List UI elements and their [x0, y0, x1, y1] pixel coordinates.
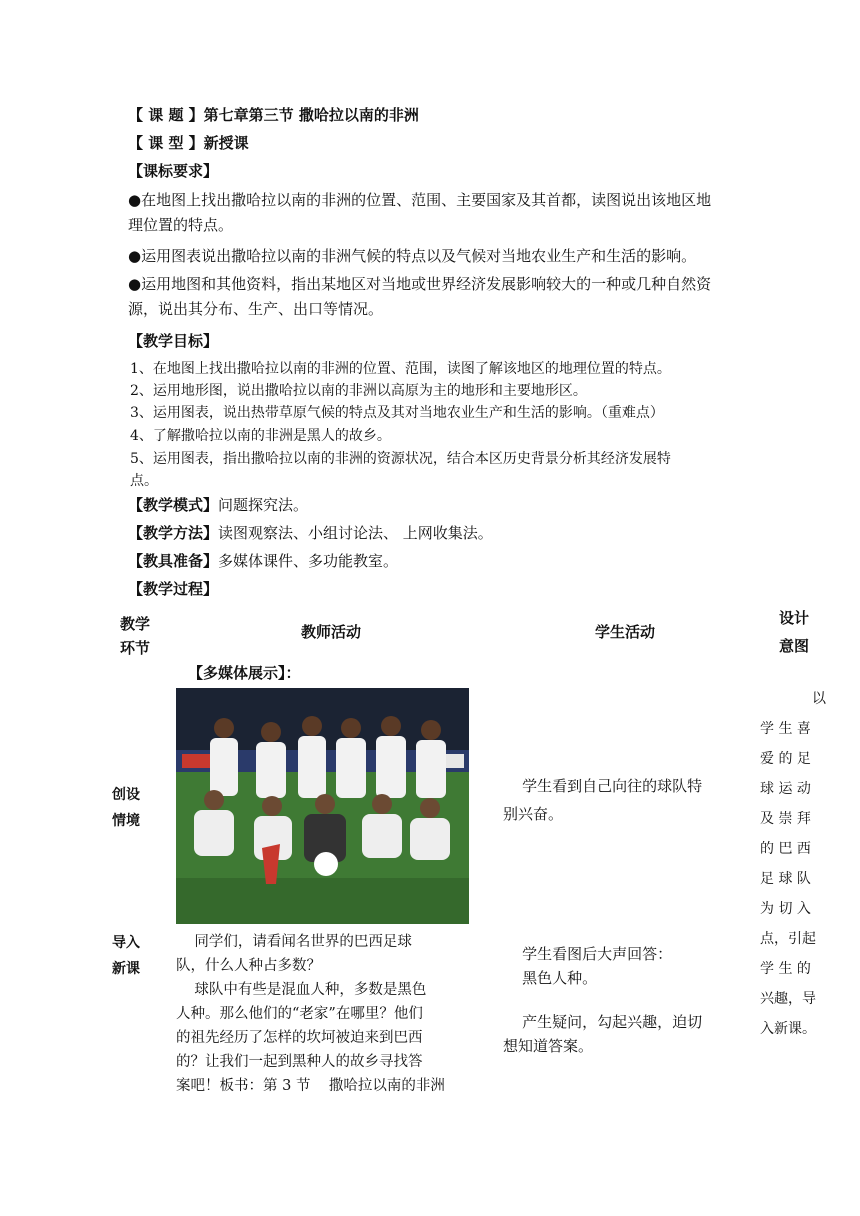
student-activity-1-line-1: 学生看到自己向往的球队特 [503, 777, 703, 795]
football [314, 852, 338, 876]
curriculum-item-1-line-2: 理位置的特点。 [128, 216, 234, 234]
teacher-paragraph-2-line-3: 的祖先经历了怎样的坎坷被迫来到巴西 [176, 1030, 423, 1046]
intent-line-6: 的 巴 西 [760, 841, 811, 857]
intent-line-12: 入新课。 [760, 1021, 816, 1037]
brazil-team-photo [176, 688, 469, 924]
student-activity-3 [503, 1010, 753, 1058]
topic-label: 【 课 题 】 [128, 106, 204, 124]
intent-line-8: 为 切 入 [760, 901, 811, 917]
stage-introduce-lesson-line-2: 新课 [112, 961, 140, 977]
tools-value: 多媒体课件、多功能教室。 [218, 552, 399, 570]
process-heading: 【教学过程】 [128, 580, 219, 598]
intent-line-7: 足 球 队 [760, 871, 811, 887]
student-activity-1-line-2: 别兴奋。 [503, 805, 564, 823]
curriculum-item-3 [128, 272, 711, 322]
intent-line-1: 以 [812, 691, 826, 707]
mode-row [128, 494, 308, 516]
goal-1: 1、在地图上找出撒哈拉以南的非洲的位置、范围，读图了解该地区的地理位置的特点。 [130, 361, 671, 377]
goal-4: 4、了解撒哈拉以南的非洲是黑人的故乡。 [130, 428, 391, 444]
table-header-teacher: 教师活动 [300, 623, 361, 641]
table-header-stage-line-2: 环节 [119, 639, 150, 657]
topic-value: 第七章第三节 撒哈拉以南的非洲 [203, 106, 419, 124]
table-header-stage-line-1: 教学 [119, 615, 150, 633]
curriculum-heading: 【课标要求】 [128, 162, 219, 180]
type-value: 新授课 [203, 134, 249, 152]
stage-create-scenario-line-2: 情境 [112, 813, 140, 829]
table-header-stage [106, 612, 164, 660]
curriculum-item-3-line-2: 源，说出其分布、生产、出口等情况。 [128, 300, 384, 318]
table-header-student: 学生活动 [594, 623, 655, 641]
curriculum-item-1 [128, 188, 711, 238]
intent-line-11: 兴趣，导 [760, 991, 816, 1007]
table-header-intent [764, 604, 824, 660]
intent-line-5: 及 崇 拜 [760, 811, 811, 827]
method-row [128, 522, 493, 544]
type-row [128, 132, 249, 154]
table-header-intent-line-2: 意图 [778, 637, 809, 655]
student-activity-2-line-1: 学生看图后大声回答： [503, 945, 673, 963]
student-activity-1 [503, 772, 753, 828]
topic-row [128, 104, 419, 126]
stage-introduce-lesson [112, 930, 162, 982]
intent-line-3: 爱 的 足 [760, 751, 811, 767]
curriculum-item-1-line-1: ●在地图上找出撒哈拉以南的非洲的位置、范围、主要国家及其首都，读图说出该地区地 [128, 191, 712, 209]
teacher-paragraph-2-line-1: 球队中有些是混血人种，多数是黑色 [176, 982, 427, 998]
curriculum-item-3-line-1: ●运用地图和其他资料，指出某地区对当地或世界经济发展影响较大的一种或几种自然资 [128, 275, 712, 293]
teacher-activity-text [176, 930, 494, 1098]
goals-heading: 【教学目标】 [128, 332, 219, 350]
tools-label: 【教具准备】 [128, 552, 219, 570]
student-activity-3-line-2: 想知道答案。 [503, 1037, 594, 1055]
table-header-intent-line-1: 设计 [778, 609, 809, 627]
goal-2: 2、运用地形图，说出撒哈拉以南的非洲以高原为主的地形和主要地形区。 [130, 383, 587, 399]
method-label: 【教学方法】 [128, 524, 219, 542]
student-activity-3-line-1: 产生疑问，勾起兴趣，迫切 [503, 1013, 703, 1031]
goal-5-line-2: 点。 [130, 473, 158, 489]
intent-line-4: 球 运 动 [760, 781, 811, 797]
teacher-paragraph-2-line-2: 人种。那么他们的“老家”在哪里？他们 [176, 1006, 423, 1022]
teacher-paragraph-2-line-5: 案吧！板书：第 3 节 撒哈拉以南的非洲 [176, 1078, 445, 1094]
pitch-foreground [176, 878, 469, 924]
student-activity-2 [503, 942, 753, 990]
intent-line-2: 学 生 喜 [760, 721, 811, 737]
goal-3: 3、运用图表，说出热带草原气候的特点及其对当地农业生产和生活的影响。（重难点） [130, 405, 664, 421]
curriculum-item-2: ●运用图表说出撒哈拉以南的非洲气候的特点以及气候对当地农业生产和生活的影响。 [128, 247, 697, 265]
intent-line-10: 学 生 的 [760, 961, 811, 977]
stage-create-scenario-line-1: 创设 [112, 787, 140, 803]
student-activity-2-line-2: 黑色人种。 [503, 969, 598, 987]
stage-create-scenario [112, 782, 162, 834]
design-intent [760, 684, 828, 1044]
mode-label: 【教学模式】 [128, 496, 219, 514]
team-photo-illustration [176, 688, 469, 924]
method-value: 读图观察法、小组讨论法、 上网收集法。 [218, 524, 493, 542]
stage-introduce-lesson-line-1: 导入 [112, 935, 140, 951]
mode-value: 问题探究法。 [218, 496, 309, 514]
teacher-paragraph-1-line-2: 队，什么人种占多数？ [176, 958, 321, 974]
teacher-paragraph-1-line-1: 同学们，请看闻名世界的巴西足球 [176, 934, 412, 950]
goal-5-line-1: 5、运用图表，指出撒哈拉以南的非洲的资源状况，结合本区历史背景分析其经济发展特 [130, 451, 671, 467]
type-label: 【 课 型 】 [128, 134, 204, 152]
tools-row [128, 550, 398, 572]
multimedia-label: 【多媒体展示】： [188, 664, 301, 682]
teacher-paragraph-2-line-4: 的？让我们一起到黑种人的故乡寻找答 [176, 1054, 423, 1070]
intent-line-9: 点，引起 [760, 931, 816, 947]
